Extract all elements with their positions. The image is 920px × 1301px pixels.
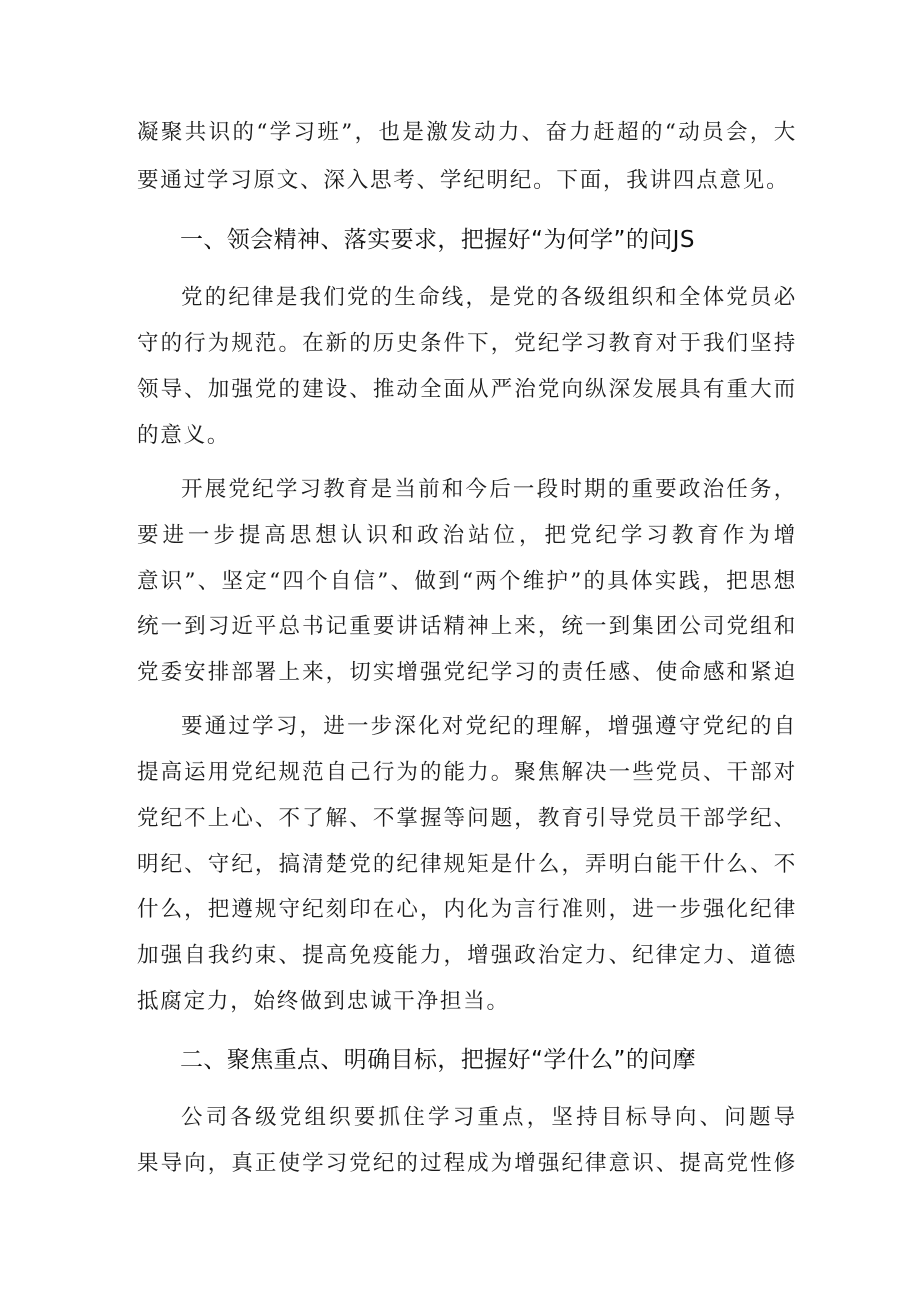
section-1-heading: 一、领会精神、落实要求，把握好“为何学”的问JS — [180, 227, 695, 253]
s1-p3-line-1: 要通过学习，进一步深化对党纪的理解，增强遵守党纪的自 — [181, 714, 797, 739]
s1-p1-line-1: 党的纪律是我们党的生命线，是党的各级组织和全体党员必 — [181, 285, 797, 310]
s1-p3-line-4: 明纪、守纪，搞清楚党的纪律规矩是什么，弄明白能干什么、不 — [137, 852, 797, 877]
s1-p1-line-4: 的意义。 — [137, 423, 231, 448]
intro-line-2: 要通过学习原文、深入思考、学纪明纪。下面，我讲四点意见。 — [137, 168, 790, 193]
s1-p3-line-2: 提高运用党纪规范自己行为的能力。聚焦解决一些党员、干部对 — [137, 760, 797, 785]
s1-p3-line-3: 党纪不上心、不了解、不掌握等问题，教育引导党员干部学纪、 — [137, 806, 797, 831]
s1-p3-line-6: 加强自我约束、提高免疫能力，增强政治定力、纪律定力、道德 — [137, 943, 797, 968]
s1-p1-line-2: 守的行为规范。在新的历史条件下，党纪学习教育对于我们坚持 — [137, 331, 797, 356]
s1-p2-line-2: 要进一步提高思想认识和政治站位，把党纪学习教育作为增 — [137, 523, 797, 548]
s1-p2-line-4: 统一到习近平总书记重要讲话精神上来，统一到集团公司党组和 — [137, 614, 797, 639]
s1-p2-line-5: 党委安排部署上来，切实增强党纪学习的责任感、使命感和紧迫 — [137, 660, 797, 685]
intro-line-1: 凝聚共识的“学习班”，也是激发动力、奋力赶超的“动员会，大 — [137, 120, 797, 145]
s1-p1-line-3: 领导、加强党的建设、推动全面从严治党向纵深发展具有重大而 — [137, 377, 797, 402]
s1-p3-line-7: 抵腐定力，始终做到忠诚干净担当。 — [137, 989, 510, 1014]
s2-p1-line-1: 公司各级党组织要抓住学习重点，坚持目标导向、问题导 — [181, 1105, 797, 1130]
s1-p2-line-3: 意识”、坚定“四个自信”、做到“两个维护”的具体实践，把思想 — [137, 569, 797, 594]
section-2-heading: 二、聚焦重点、明确目标，把握好“学什么”的问摩 — [180, 1047, 697, 1073]
s1-p2-line-1: 开展党纪学习教育是当前和今后一段时期的重要政治任务， — [181, 477, 797, 502]
s2-p1-line-2: 果导向，真正使学习党纪的过程成为增强纪律意识、提高党性修 — [137, 1151, 797, 1176]
s1-p3-line-5: 什么，把遵规守纪刻印在心，内化为言行准则，进一步强化纪律 — [137, 897, 797, 922]
